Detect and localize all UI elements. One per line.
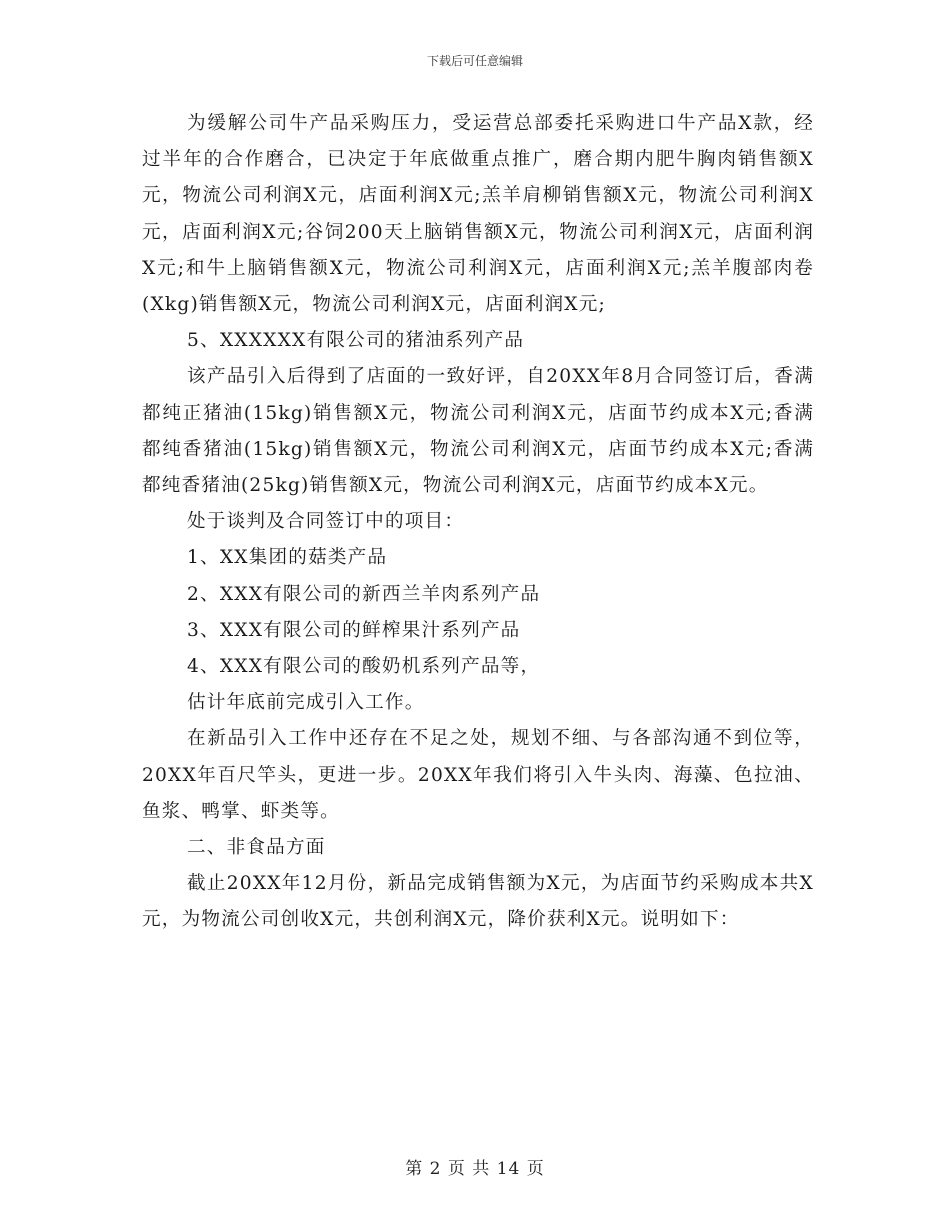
- list-item: 3、XXX有限公司的鲜榨果汁系列产品: [187, 619, 521, 641]
- list-item: 2、XXX有限公司的新西兰羊肉系列产品: [187, 583, 541, 605]
- list-item: 1、XX集团的菇类产品: [187, 547, 388, 569]
- page-header: 下载后可任意编辑: [426, 54, 523, 68]
- page-number: 第 2 页 共 14 页: [405, 1159, 545, 1179]
- paragraph-non-food-sales: 截止20XX年12月份，新品完成销售额为X元，为店面节约采购成本共X元，为物流公司创收X元，共创利润X元，降价获利X元。说明如下：: [142, 873, 814, 931]
- estimate-line: 估计年底前完成引入工作。: [187, 692, 425, 714]
- paragraph-beef-products: 为缓解公司牛产品采购压力，受运营总部委托采购进口牛产品X款，经过半年的合作磨合，已决定于年底做重点推广，磨合期内肥牛胸肉销售额X元，物流公司利润X元，店面利润X元;羔羊肩柳销售额X元，物流公司利润X元，店面利润X元;谷饲200天上脑销售额X元，物流公司利润X元，店面利润X元;和牛上脑销售额X元，物流公司利润X元，店面利润X元;羔羊腹部肉卷(Xkg)销售额X元，物流公司利润X元，店面利润X元;: [142, 113, 814, 316]
- list-item: 4、XXX有限公司的酸奶机系列产品等，: [187, 656, 541, 678]
- document-body: [142, 106, 814, 939]
- paragraph-shortcomings: 在新品引入工作中还存在不足之处，规划不细、与各部沟通不到位等，20XX年百尺竿头，更进一步。20XX年我们将引入牛头肉、海藻、色拉油、鱼浆、鸭掌、虾类等。: [142, 728, 814, 822]
- section-heading-non-food: 二、非食品方面: [187, 837, 326, 859]
- heading-lard-products: 5、XXXXXX有限公司的猪油系列产品: [187, 330, 525, 352]
- paragraph-lard-products: 该产品引入后得到了店面的一致好评，自20XX年8月合同签订后，香满都纯正猪油(15kg)销售额X元，物流公司利润X元，店面节约成本X元;香满都纯香猪油(15kg)销售额X元，物流公司利润X元，店面节约成本X元;香满都纯香猪油(25kg)销售额X元，物流公司利润X元，店面节约成本X元。: [142, 366, 814, 497]
- heading-negotiation-projects: 处于谈判及合同签订中的项目：: [187, 511, 465, 533]
